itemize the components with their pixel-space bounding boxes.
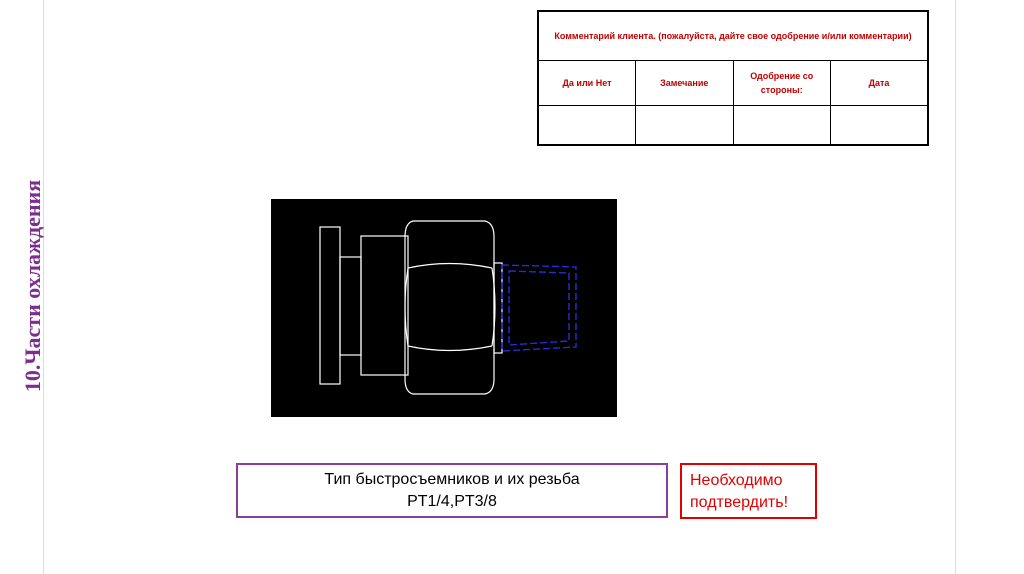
- cell-date[interactable]: [831, 106, 929, 146]
- confirm-notice: [680, 463, 817, 519]
- coupler-body: [361, 236, 408, 375]
- column-yes-no: Да или Нет: [538, 61, 636, 106]
- caption-line-2: PT1/4,PT3/8: [407, 492, 497, 510]
- caption-line-1: Тип быстросъемников и их резьба: [324, 470, 580, 488]
- approval-table-header-row: [538, 11, 928, 61]
- coupler-thread-inner: [509, 271, 569, 345]
- coupler-neck: [340, 257, 361, 355]
- column-date: Дата: [831, 61, 929, 106]
- cell-yes-no[interactable]: [538, 106, 636, 146]
- coupler-hex-face-bottom: [408, 346, 492, 351]
- guide-line-right: [955, 0, 956, 574]
- quick-coupler-svg: [271, 199, 617, 417]
- quick-coupler-drawing: [271, 199, 617, 417]
- cell-approved-by[interactable]: [733, 106, 831, 146]
- approval-table-header: Комментарий клиента. (пожалуйста, дайте свое одобрение и/или комментарии): [538, 11, 928, 61]
- approval-table-columns-row: [538, 61, 928, 106]
- coupler-hex-face-top: [408, 264, 492, 269]
- coupler-thread: [502, 265, 576, 351]
- column-approved-by: Одобрение со стороны:: [733, 61, 831, 106]
- coupler-hex-nut: [405, 221, 494, 394]
- approval-table: [537, 10, 929, 146]
- slide-title-text: 10.Части охлаждения: [20, 179, 45, 393]
- confirm-line-1: Необходимо: [690, 472, 783, 489]
- caption-box: [236, 463, 668, 518]
- approval-table-row: [538, 106, 928, 146]
- coupler-flange: [320, 227, 340, 384]
- cell-remark[interactable]: [636, 106, 734, 146]
- confirm-line-2: подтвердить!: [690, 494, 789, 511]
- column-remark: Замечание: [636, 61, 734, 106]
